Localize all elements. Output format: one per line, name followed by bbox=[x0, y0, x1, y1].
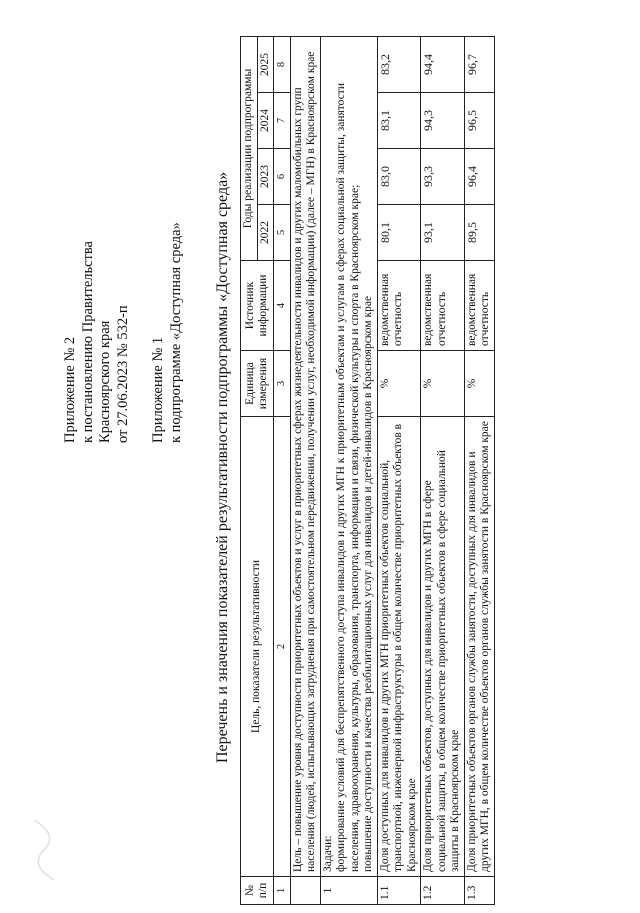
appendix-line: к подпрограмме «Доступная среда» bbox=[167, 222, 184, 443]
appendix-line: от 27.06.2023 № 532-п bbox=[114, 305, 131, 443]
tasks-row bbox=[320, 36, 377, 904]
index-cell: 6 bbox=[274, 149, 291, 205]
col-header-goal: Цель, показатели результативности bbox=[241, 417, 274, 877]
indicator-no: 1.2 bbox=[421, 877, 465, 905]
indicator-unit: % bbox=[464, 351, 494, 417]
appendix-header bbox=[62, 222, 185, 443]
col-header-2022: 2022 bbox=[257, 205, 274, 261]
col-header-no: № п/п bbox=[241, 877, 274, 905]
tasks-cell bbox=[320, 36, 377, 876]
table-row bbox=[464, 36, 494, 904]
task-item: повышение доступности и качества реабилитационных услуг для инвалидов и детей-инвалидов в Красноярском крае bbox=[362, 295, 374, 872]
indicator-value-2024: 96,5 bbox=[464, 93, 494, 149]
indicator-value-2022: 93,1 bbox=[421, 205, 465, 261]
indicator-value-2025: 83,2 bbox=[377, 36, 421, 92]
col-header-unit: Единица измерения bbox=[241, 351, 274, 417]
tasks-no: 1 bbox=[320, 877, 377, 905]
index-cell: 4 bbox=[274, 261, 291, 351]
appendix-line: Красноярского края bbox=[97, 320, 113, 443]
col-header-2024: 2024 bbox=[257, 93, 274, 149]
index-cell: 5 bbox=[274, 205, 291, 261]
col-header-source: Источник информации bbox=[241, 261, 274, 351]
appendix-line: к постановлению Правительства bbox=[79, 241, 96, 443]
indicator-value-2024: 83,1 bbox=[377, 93, 421, 149]
indicator-value-2023: 83,0 bbox=[377, 149, 421, 205]
indicator-no: 1.3 bbox=[464, 877, 494, 905]
task-item: формирование условий для беспрепятственного доступа инвалидов и других МГН к приоритетным объектам и услугам в сферах социальной защиты, занятости населения, здравоохранения, культуры, образования, транспорта, информации и связи, физической культуры и спорта в Красноярском крае; bbox=[335, 83, 361, 872]
indicator-text: Доля приоритетных объектов, доступных для инвалидов и других МГН в сфере социальной защиты, в общем количестве приоритетных объектов в сфере социальной защиты в Красноярском крае bbox=[421, 417, 465, 877]
indicator-value-2023: 96,4 bbox=[464, 149, 494, 205]
indicator-unit: % bbox=[421, 351, 465, 417]
index-cell: 8 bbox=[274, 36, 291, 92]
indicator-no: 1.1 bbox=[377, 877, 421, 905]
col-header-2023: 2023 bbox=[257, 149, 274, 205]
table-row bbox=[377, 36, 421, 904]
tasks-label: Задачи: bbox=[321, 835, 334, 872]
indicator-text: Доля доступных для инвалидов и других МГН приоритетных объектов социальной, транспортной, инженерной инфраструктуры в общем количестве приоритетных объектов в Красноярском крае bbox=[377, 417, 421, 877]
appendix-line: Приложение № 1 bbox=[150, 336, 166, 443]
index-cell: 3 bbox=[274, 351, 291, 417]
goal-row bbox=[290, 36, 320, 904]
goal-no bbox=[290, 877, 320, 905]
indicator-source: ведомственная отчетность bbox=[464, 261, 494, 351]
indicator-value-2023: 93,3 bbox=[421, 149, 465, 205]
goal-text: Цель – повышение уровня доступности приоритетных объектов и услуг в приоритетных сферах жизнедеятельности инвалидов и других маломобильных групп населения (людей, испытывающих затруднения при самостоятельном передвижении, получении услуг, необходимой информации) (далее – МГН) в Красноярском крае bbox=[290, 36, 320, 876]
indicator-value-2024: 94,3 bbox=[421, 93, 465, 149]
indicator-value-2022: 89,5 bbox=[464, 205, 494, 261]
indicator-source: ведомственная отчетность bbox=[377, 261, 421, 351]
appendix-line: Приложение № 2 bbox=[62, 336, 78, 443]
col-header-2025: 2025 bbox=[257, 36, 274, 92]
index-cell: 1 bbox=[274, 877, 291, 905]
indicator-unit: % bbox=[377, 351, 421, 417]
indicator-value-2022: 80,1 bbox=[377, 205, 421, 261]
col-header-years: Годы реализации подпрограммы bbox=[241, 36, 258, 260]
indicator-text: Доля приоритетных объектов органов службы занятости, доступных для инвалидов и других МГН, в общем количестве объектов органов службы занятости в Красноярском крае bbox=[464, 417, 494, 877]
index-row bbox=[274, 36, 291, 904]
index-cell: 2 bbox=[274, 417, 291, 877]
document-title: Перечень и значения показателей результативности подпрограммы «Доступная среда» bbox=[214, 171, 231, 763]
index-cell: 7 bbox=[274, 93, 291, 149]
indicator-value-2025: 94,4 bbox=[421, 36, 465, 92]
table-row bbox=[421, 36, 465, 904]
faint-stamp-mark bbox=[24, 815, 64, 885]
indicator-source: ведомственная отчетность bbox=[421, 261, 465, 351]
indicators-table bbox=[240, 36, 495, 905]
indicator-value-2025: 96,7 bbox=[464, 36, 494, 92]
